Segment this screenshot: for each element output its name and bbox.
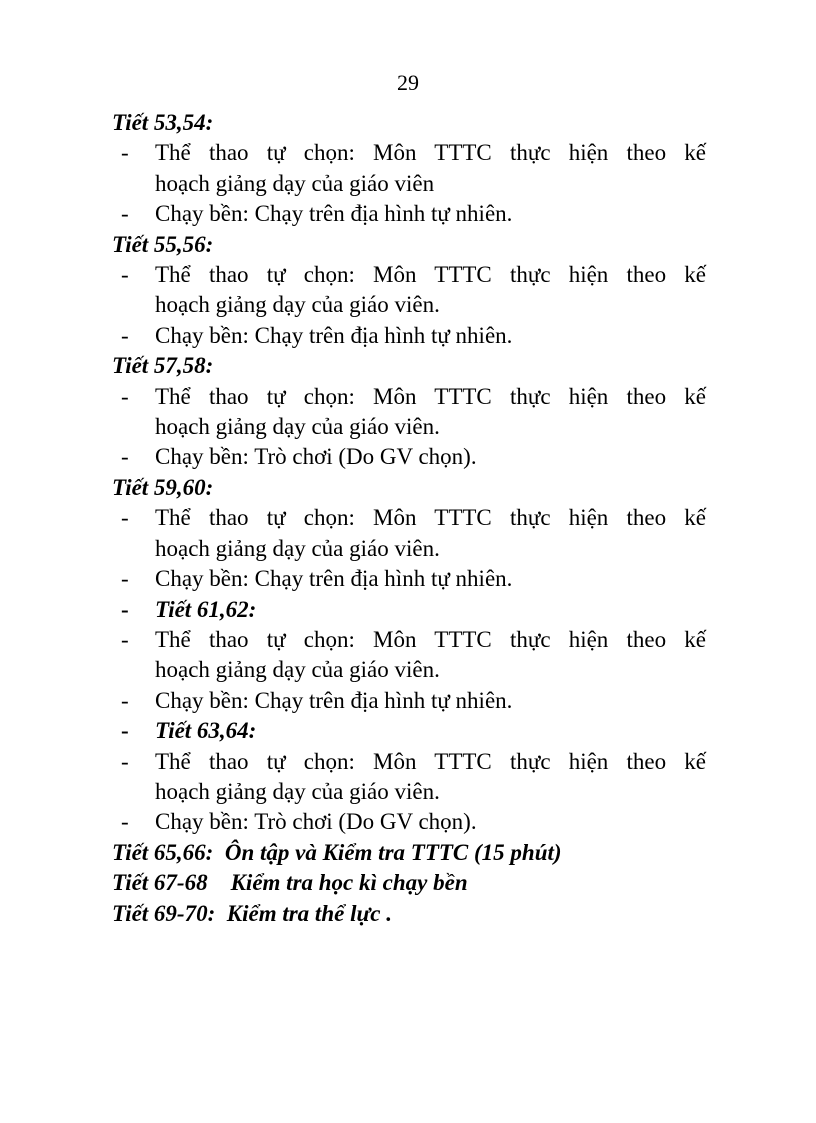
bullet-dash: - [121,201,129,227]
list-item [112,807,706,837]
section-heading: Tiết 59,60: [112,474,214,500]
page-number: 29 [397,70,419,95]
item-text-continued: hoạch giảng dạy của giáo viên. [155,414,440,440]
list-item [112,260,706,321]
item-text: Chạy bền: Trò chơi (Do GV chọn). [155,444,477,470]
item-text: Thể thao tự chọn: Môn TTTC thực hiện theo kế [155,262,706,288]
item-text: Chạy bền: Chạy trên địa hình tự nhiên. [155,687,513,713]
item-text: Chạy bền: Trò chơi (Do GV chọn). [155,809,477,835]
list-item [112,382,706,443]
item-text-continued: hoạch giảng dạy của giáo viên. [155,778,440,804]
lesson-plan-content [112,108,706,929]
bullet-dash: - [121,566,129,592]
item-text: Thể thao tự chọn: Môn TTTC thực hiện theo kế [155,748,706,774]
item-text: Thể thao tự chọn: Môn TTTC thực hiện theo kế [155,383,706,409]
list-item [112,199,706,229]
section-heading: Tiết 53,54: [112,110,214,135]
item-text: Thể thao tự chọn: Môn TTTC thực hiện theo kế [155,505,706,531]
list-item [112,747,706,808]
final-heading: Tiết 67-68 Kiểm tra học kì chạy bền [112,870,468,896]
list-item [112,503,706,564]
bullet-dash: - [121,322,129,348]
item-text: Thể thao tự chọn: Môn TTTC thực hiện theo kế [155,140,706,166]
section-heading: Tiết 55,56: [112,231,214,257]
bullet-dash: - [121,444,129,470]
list-item [112,686,706,716]
item-text-continued: hoạch giảng dạy của giáo viên. [155,292,440,318]
subheading-text: Tiết 61,62: [155,596,257,622]
final-heading: Tiết 65,66: Ôn tập và Kiểm tra TTTC (15 phút) [112,839,562,865]
bullet-dash: - [121,383,129,409]
list-item [112,564,706,594]
bullet-dash: - [121,505,129,531]
bullet-dash: - [121,140,129,166]
bullet-dash: - [121,687,129,713]
item-text-continued: hoạch giảng dạy của giáo viên. [155,657,440,683]
item-text: Chạy bền: Chạy trên địa hình tự nhiên. [155,322,513,348]
item-text: Chạy bền: Chạy trên địa hình tự nhiên. [155,566,513,592]
list-item [112,138,706,199]
section-subheading [112,595,706,625]
section-subheading [112,716,706,746]
bullet-dash: - [121,626,129,652]
bullet-dash: - [121,718,129,744]
bullet-dash: - [121,809,129,835]
item-text: Chạy bền: Chạy trên địa hình tự nhiên. [155,201,513,227]
bullet-dash: - [121,596,129,622]
item-text-continued: hoạch giảng dạy của giáo viên [155,170,435,196]
subheading-text: Tiết 63,64: [155,718,257,744]
list-item [112,625,706,686]
list-item [112,321,706,351]
section-heading: Tiết 57,58: [112,353,214,379]
bullet-dash: - [121,748,129,774]
list-item [112,442,706,472]
item-text: Thể thao tự chọn: Môn TTTC thực hiện theo kế [155,626,706,652]
final-heading: Tiết 69-70: Kiểm tra thể lực . [112,900,392,926]
bullet-dash: - [121,262,129,288]
item-text-continued: hoạch giảng dạy của giáo viên. [155,535,440,561]
